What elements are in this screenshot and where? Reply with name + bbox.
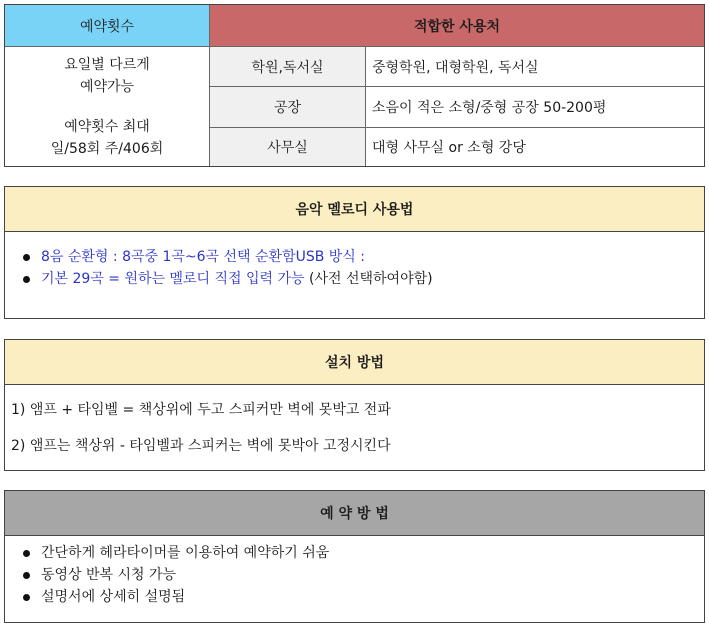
melody-usage-box — [4, 186, 705, 319]
melody-item-2-blue: 기본 29곡 = 원하는 멜로디 직접 입력 가능 — [41, 271, 305, 287]
desc-cell-office: 대형 사무실 or 소형 강당 — [372, 140, 526, 156]
reservation-method-title: 예 약 방 법 — [5, 491, 704, 536]
install-method-box — [4, 339, 705, 471]
left-line-4: 일/58회 주/406회 — [50, 140, 164, 157]
install-steps — [5, 399, 704, 457]
place-cell-academy: 학원,독서실 — [210, 47, 366, 87]
left-line-1: 요일별 다르게 — [64, 56, 150, 73]
desc-cell-factory: 소음이 적은 소형/중형 공장 50-200평 — [366, 87, 704, 128]
suitable-use-header: 적합한 사용처 — [210, 5, 704, 47]
install-step-2: 2) 앰프는 책상위 - 타임벨과 스피커는 벽에 못박아 고정시킨다 — [11, 438, 391, 454]
reservation-item-2: 동영상 반복 시청 가능 — [21, 564, 704, 586]
reservation-item-1: 간단하게 헤라타이머를 이용하여 예약하기 쉬움 — [21, 542, 704, 564]
melody-item-2 — [21, 268, 704, 290]
reservation-item-3: 설명서에 상세히 설명됨 — [21, 586, 704, 608]
melody-item-1: 8음 순환형 : 8곡중 1곡~6곡 선택 순환함USB 방식 : — [21, 246, 704, 268]
reservation-count-cell — [5, 47, 210, 166]
reservation-list — [5, 536, 704, 608]
melody-usage-title: 음악 멜로디 사용법 — [5, 187, 704, 232]
install-step-1: 1) 앰프 + 타임벨 = 책상위에 두고 스피커만 벽에 못박고 전파 — [11, 402, 391, 418]
reservation-method-box — [4, 490, 705, 623]
install-method-title: 설치 방법 — [5, 340, 704, 385]
place-cell-factory: 공장 — [210, 87, 366, 128]
place-cell-office: 사무실 — [210, 128, 366, 166]
left-line-3: 예약횟수 최대 — [64, 118, 150, 135]
usage-table — [4, 4, 705, 167]
left-line-2: 예약가능 — [79, 78, 135, 95]
desc-cell-academy: 중형학원, 대형학원, 독서실 — [366, 47, 704, 87]
reservation-count-header: 예약횟수 — [5, 5, 210, 47]
melody-list — [5, 232, 704, 290]
melody-item-2-note: (사전 선택하여야함) — [304, 271, 433, 287]
